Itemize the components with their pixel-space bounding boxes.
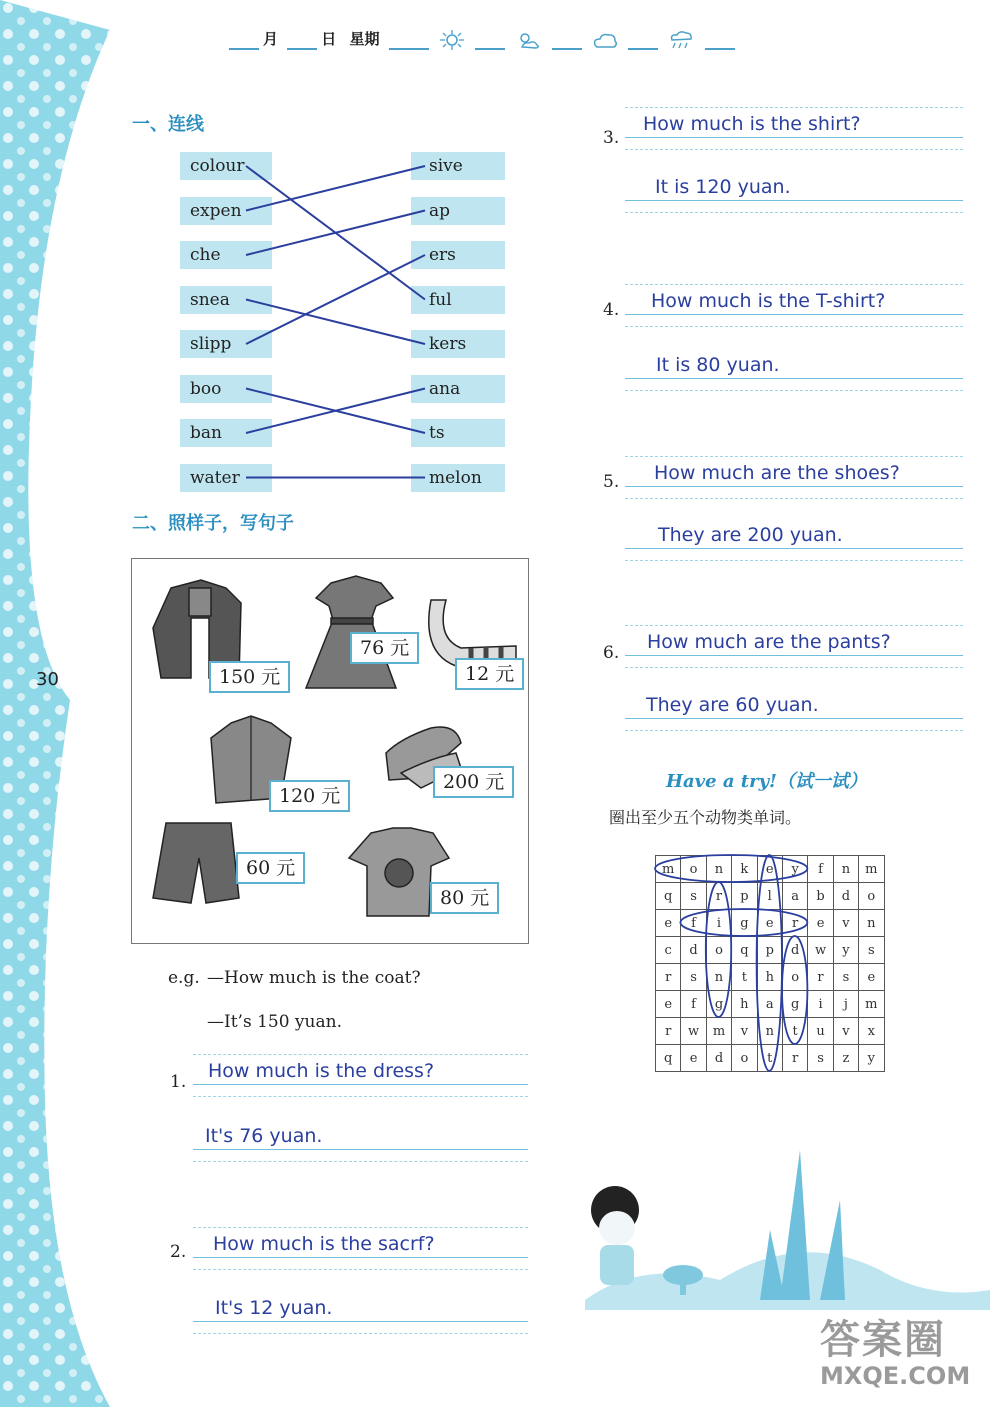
item-number: 1. [170,1072,187,1092]
grid-cell[interactable]: g [732,910,757,937]
weather-blank-2 [552,47,582,50]
grid-cell[interactable]: y [782,856,807,883]
day-blank[interactable] [287,47,317,50]
writing-line [625,284,963,285]
grid-cell[interactable]: e [808,910,833,937]
grid-cell[interactable]: j [833,991,858,1018]
grid-cell[interactable]: o [782,964,807,991]
grid-cell[interactable]: h [757,964,782,991]
grid-row [656,964,885,991]
grid-cell[interactable]: g [706,991,731,1018]
shirt-price-tag: 120 元 [269,780,350,812]
dress-price-tag: 76 元 [350,632,419,664]
grid-cell[interactable]: s [681,964,706,991]
grid-cell[interactable]: v [833,910,858,937]
weather-blank-3 [628,47,658,50]
writing-line [625,326,963,327]
grid-cell[interactable]: a [782,883,807,910]
writing-line [625,314,963,315]
left-word-box[interactable]: snea [180,286,272,314]
month-label: 月 [263,30,279,48]
right-word-box[interactable]: ful [411,286,505,314]
writing-line [625,655,963,656]
grid-row [656,910,885,937]
writing-line [193,1054,528,1055]
question-answer-text[interactable]: How much is the shirt? [643,113,861,135]
writing-line [625,498,963,499]
grid-cell[interactable]: s [859,937,884,964]
writing-line [625,456,963,457]
grid-cell[interactable]: r [782,1045,807,1072]
reply-answer-text[interactable]: They are 60 yuan. [646,694,819,716]
left-word-box[interactable]: ban [180,419,272,447]
grid-cell[interactable]: s [808,1045,833,1072]
day-label: 日 [321,30,337,48]
sunny-icon [438,30,466,50]
writing-line [625,486,963,487]
item-number: 2. [170,1242,187,1262]
grid-cell[interactable]: d [681,937,706,964]
grid-cell[interactable]: r [808,964,833,991]
item-number: 6. [603,643,620,663]
question-answer-text[interactable]: How much is the T-shirt? [651,290,886,312]
writing-line [193,1161,528,1162]
reply-answer-text[interactable]: They are 200 yuan. [658,524,843,546]
grid-cell[interactable]: n [833,856,858,883]
grid-cell[interactable]: u [808,1018,833,1045]
grid-cell[interactable]: f [808,856,833,883]
scarf-image [429,600,516,666]
reply-answer-text[interactable]: It's 76 yuan. [205,1125,323,1147]
grid-cell[interactable]: f [681,910,706,937]
try-title: Have a try!（试一试） [666,771,867,792]
grid-cell[interactable]: n [706,856,731,883]
grid-cell[interactable]: e [656,991,681,1018]
writing-line [193,1321,528,1322]
grid-row [656,856,885,883]
writing-line [193,1149,528,1150]
grid-cell[interactable]: n [706,964,731,991]
grid-cell[interactable]: s [681,883,706,910]
reply-answer-text[interactable]: It is 120 yuan. [655,176,791,198]
writing-line [625,390,963,391]
grid-cell[interactable]: x [859,1018,884,1045]
item-number: 3. [603,128,620,148]
writing-line [625,137,963,138]
grid-cell[interactable]: b [808,883,833,910]
grid-cell[interactable]: r [656,964,681,991]
grid-cell[interactable]: e [859,964,884,991]
grid-cell[interactable]: r [782,910,807,937]
question-answer-text[interactable]: How much is the dress? [208,1060,435,1082]
grid-row [656,937,885,964]
coat-price-tag: 150 元 [209,661,290,693]
left-word-box[interactable]: expen [180,197,272,225]
grid-cell[interactable]: o [732,1045,757,1072]
pants-image [153,823,239,903]
writing-line [193,1257,528,1258]
question-answer-text[interactable]: How much is the sacrf? [213,1233,435,1255]
left-word-box[interactable]: boo [180,375,272,403]
grid-cell[interactable]: d [782,937,807,964]
grid-cell[interactable]: k [732,856,757,883]
grid-cell[interactable]: t [732,964,757,991]
grid-cell[interactable]: z [833,1045,858,1072]
right-word-box[interactable]: sive [411,152,505,180]
example-answer: —It’s 150 yuan. [207,1012,342,1032]
grid-cell[interactable]: e [757,910,782,937]
grid-cell[interactable]: e [681,1045,706,1072]
grid-cell[interactable]: q [732,937,757,964]
grid-cell[interactable]: m [859,856,884,883]
grid-cell[interactable]: d [833,883,858,910]
grid-cell[interactable]: q [656,883,681,910]
writing-line [625,730,963,731]
right-word-box[interactable]: ts [411,419,505,447]
date-header [225,28,739,50]
grid-cell[interactable]: n [859,910,884,937]
grid-cell[interactable]: y [859,1045,884,1072]
reply-answer-text[interactable]: It's 12 yuan. [215,1297,333,1319]
right-word-box[interactable]: melon [411,464,505,492]
grid-cell[interactable]: l [757,883,782,910]
example-label: e.g. [168,968,200,988]
grid-cell[interactable]: p [757,937,782,964]
grid-cell[interactable]: v [833,1018,858,1045]
girl-illustration [585,1150,990,1310]
writing-line [625,200,963,201]
grid-cell[interactable]: o [681,856,706,883]
weekday-label: 星期 [349,30,380,48]
writing-line [625,667,963,668]
writing-line [625,625,963,626]
example-question: —How much is the coat? [207,968,421,988]
right-word-box[interactable]: kers [411,330,505,358]
shoes-price-tag: 200 元 [433,766,514,798]
left-word-box[interactable]: che [180,241,272,269]
writing-line [625,548,963,549]
rainy-icon [667,30,695,50]
writing-line [625,718,963,719]
weekday-blank[interactable] [389,47,429,50]
writing-line [193,1269,528,1270]
item-number: 4. [603,300,620,320]
grid-cell[interactable]: m [706,1018,731,1045]
grid-cell[interactable]: o [859,883,884,910]
scarf-price-tag: 12 元 [455,658,524,690]
tshirt-price-tag: 80 元 [430,882,499,914]
writing-line [625,378,963,379]
grid-cell[interactable]: y [833,937,858,964]
grid-cell[interactable]: w [808,937,833,964]
grid-cell[interactable]: m [859,991,884,1018]
writing-line [193,1096,528,1097]
grid-cell[interactable]: t [757,1045,782,1072]
grid-row [656,883,885,910]
watermark-line2: MXQE.COM [820,1362,971,1390]
grid-cell[interactable]: c [656,937,681,964]
partly-sunny-icon [514,30,542,50]
right-word-box[interactable]: ap [411,197,505,225]
grid-cell[interactable]: t [782,1018,807,1045]
grid-cell[interactable]: v [732,1018,757,1045]
section2-title: 二、照样子，写句子 [132,513,294,534]
writing-line [625,107,963,108]
grid-cell[interactable]: e [757,856,782,883]
question-answer-text[interactable]: How much are the pants? [647,631,891,653]
grid-row [656,1018,885,1045]
watermark-line1: 答案圈 [820,1317,946,1363]
grid-cell[interactable]: p [732,883,757,910]
item-number: 5. [603,472,620,492]
right-word-box[interactable]: ana [411,375,505,403]
try-instruction: 圈出至少五个动物类单词。 [609,808,802,827]
grid-cell[interactable]: a [757,991,782,1018]
grid-cell[interactable]: e [656,910,681,937]
grid-cell[interactable]: i [808,991,833,1018]
grid-cell[interactable]: d [706,1045,731,1072]
grid-cell[interactable]: o [706,937,731,964]
left-word-box[interactable]: colour [180,152,272,180]
writing-line [625,149,963,150]
grid-cell[interactable]: m [656,856,681,883]
page-number: 30 [36,669,59,690]
grid-cell[interactable]: w [681,1018,706,1045]
writing-line [193,1227,528,1228]
question-answer-text[interactable]: How much are the shoes? [654,462,900,484]
grid-cell[interactable]: f [681,991,706,1018]
grid-cell[interactable]: g [782,991,807,1018]
grid-cell[interactable]: i [706,910,731,937]
weather-blank-4 [705,47,735,50]
cloudy-icon [591,30,619,50]
grid-cell[interactable]: q [656,1045,681,1072]
grid-cell[interactable]: s [833,964,858,991]
left-word-box[interactable]: water [180,464,272,492]
grid-cell[interactable]: r [656,1018,681,1045]
right-word-box[interactable]: ers [411,241,505,269]
grid-row [656,991,885,1018]
word-search-grid [655,855,885,1072]
grid-cell[interactable]: n [757,1018,782,1045]
weather-blank-1 [475,47,505,50]
left-word-box[interactable]: slipp [180,330,272,358]
writing-line [625,212,963,213]
writing-line [193,1333,528,1334]
writing-line [193,1084,528,1085]
month-blank[interactable] [229,47,259,50]
grid-row [656,1045,885,1072]
pants-price-tag: 60 元 [236,852,305,884]
writing-line [625,560,963,561]
section1-title: 一、连线 [132,114,204,135]
watermark [820,1318,970,1390]
grid-cell[interactable]: h [732,991,757,1018]
grid-cell[interactable]: r [706,883,731,910]
reply-answer-text[interactable]: It is 80 yuan. [656,354,780,376]
